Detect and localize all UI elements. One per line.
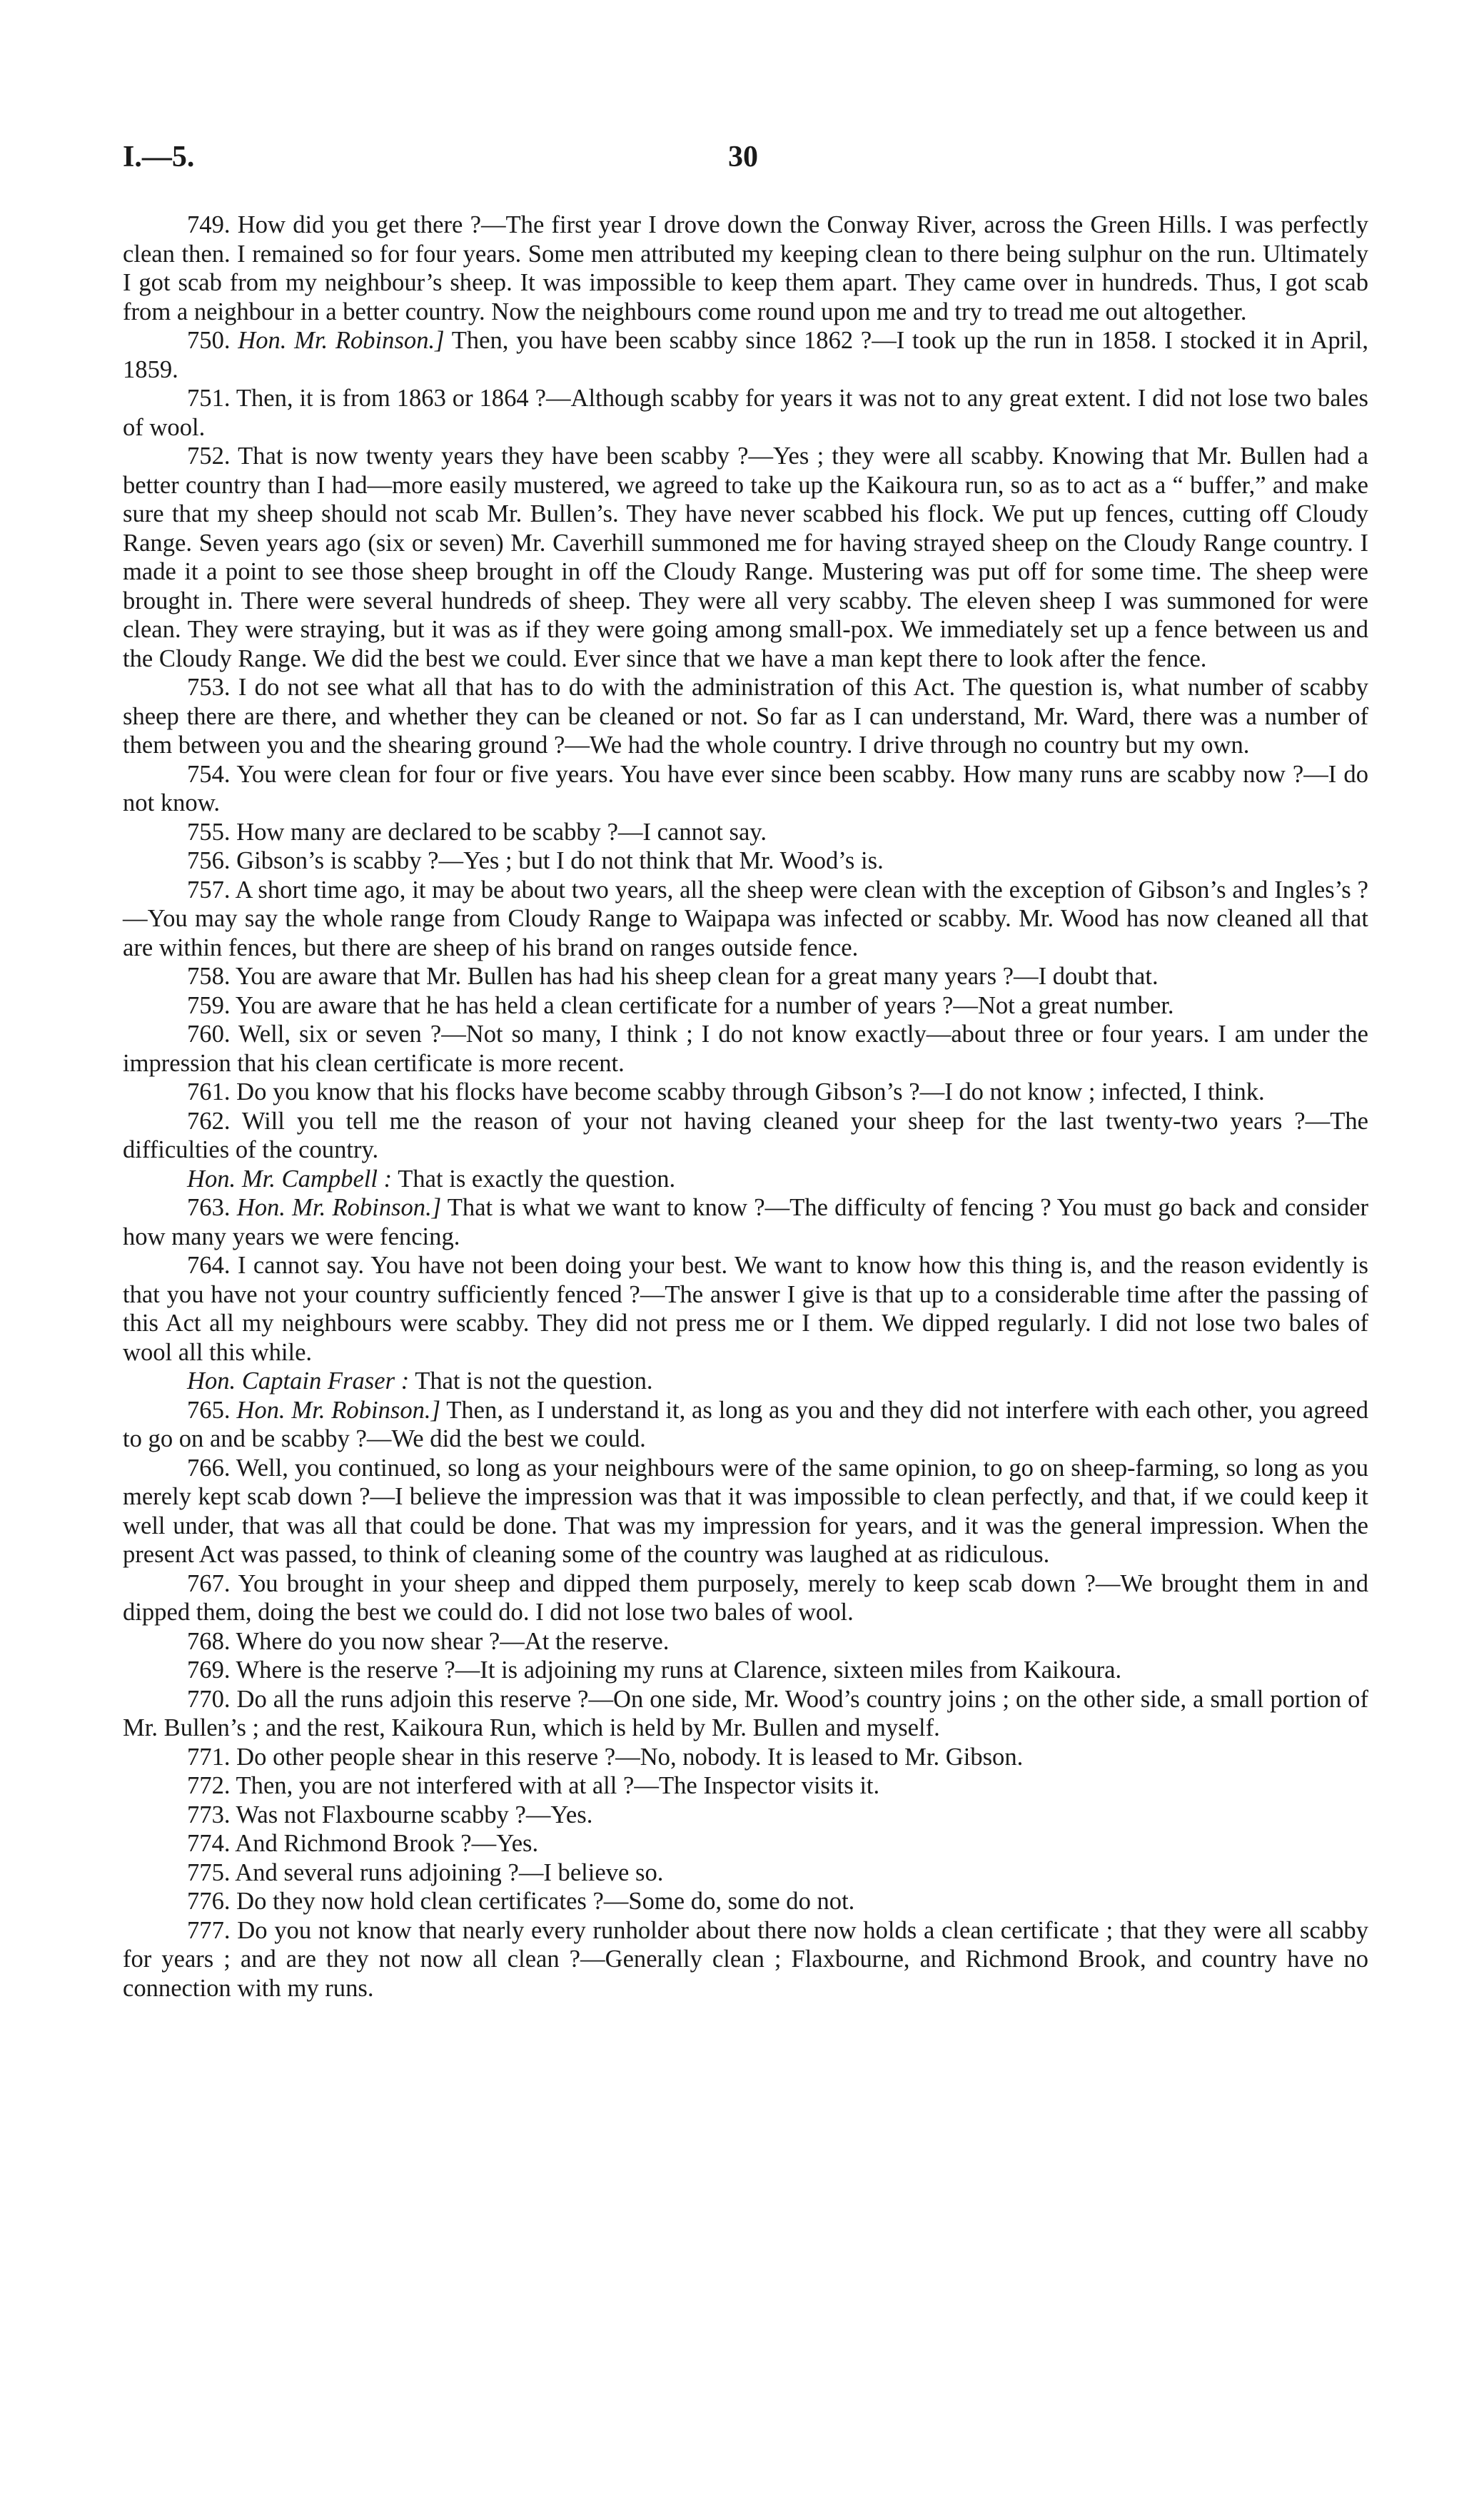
evidence-paragraph [123, 326, 1368, 384]
evidence-paragraph [123, 1771, 1368, 1801]
speaker-name: Hon. Captain Fraser : [187, 1367, 410, 1395]
evidence-paragraph [123, 211, 1368, 326]
evidence-body [123, 211, 1368, 2003]
question-number: 759. [187, 991, 231, 1019]
question-number: 772. [187, 1772, 231, 1799]
question-number: 767. [187, 1569, 231, 1597]
question-number: 766. [187, 1454, 231, 1482]
evidence-paragraph [123, 1251, 1368, 1367]
paragraph-text: You are aware that Mr. Bullen has had his sheep clean for a great many years ?—I doubt that. [235, 963, 1159, 990]
question-number: 762. [187, 1107, 231, 1135]
question-number: 765. [187, 1396, 231, 1424]
evidence-paragraph [123, 760, 1368, 818]
evidence-paragraph [123, 1627, 1368, 1656]
question-number: 768. [187, 1627, 231, 1655]
page-header [123, 140, 1372, 183]
question-number: 750. [187, 327, 231, 354]
evidence-paragraph [123, 1916, 1368, 2003]
question-number: 771. [187, 1743, 231, 1771]
evidence-paragraph [123, 1656, 1368, 1685]
question-number: 764. [187, 1252, 231, 1279]
question-number: 752. [187, 442, 231, 470]
evidence-paragraph [123, 1887, 1368, 1916]
document-reference: I.—5. [123, 141, 195, 173]
question-number: 760. [187, 1021, 231, 1048]
evidence-paragraph [123, 1020, 1368, 1078]
paragraph-text: Was not Flaxbourne scabby ?—Yes. [236, 1801, 593, 1828]
paragraph-text: That is now twenty years they have been scabby ?—Yes ; they were all scabby. Knowing that Mr. Bullen had a better country than I had—more easily mustered, we agreed to take up the Kaikoura run, so as to act as a “ buffer,” and make sure that my sheep should not scab Mr. Bullen’s. They have never scabbed his flock. We put up fences, cutting off Cloudy Range. Seven years ago (six or seven) Mr. Caverhill summoned me for having strayed sheep on the Cloudy Range country. I made it a point to see those sheep brought in off the Cloudy Range. Mustering was put off for some time. The sheep were brought in. There were several hundreds of sheep. They were all very scabby. The eleven sheep I was summoned for were clean. They were straying, but it was as if they were going among small-pox. We immediately set up a fence between us and the Cloudy Range. We did the best we could. Ever since that we have a man kept there to look after the fence. [123, 442, 1368, 672]
evidence-paragraph [123, 1829, 1368, 1858]
evidence-paragraph [123, 1165, 1368, 1194]
paragraph-text: You were clean for four or five years. You have ever since been scabby. How many runs are scabby now ?—I do not know. [123, 760, 1368, 816]
evidence-paragraph [123, 1685, 1368, 1743]
paragraph-text: That is what we want to know ?—The difficulty of fencing ? You must go back and consider how many years we were fencing. [123, 1194, 1368, 1250]
evidence-paragraph [123, 673, 1368, 760]
paragraph-text: And Richmond Brook ?—Yes. [235, 1830, 539, 1857]
evidence-paragraph [123, 876, 1368, 963]
evidence-paragraph [123, 818, 1368, 847]
evidence-paragraph [123, 846, 1368, 876]
evidence-paragraph [123, 1107, 1368, 1165]
paragraph-text: Where is the reserve ?—It is adjoining my runs at Clarence, sixteen miles from Kaikoura. [236, 1656, 1122, 1684]
evidence-paragraph [123, 1078, 1368, 1107]
evidence-paragraph [123, 1454, 1368, 1569]
paragraph-text: Will you tell me the reason of your not having cleaned your sheep for the last twenty-two years ?—The difficulties of the country. [123, 1107, 1368, 1163]
paragraph-text: Well, you continued, so long as your neighbours were of the same opinion, to go on sheep-farming, so long as you merely kept scab down ?—I believe the impression was that it was impossible to clean perfectly, and that, if we could keep it well under, that was all that could be done. That was my impression for years, and it was the general impression. When the present Act was passed, to think of cleaning some of the country was laughed at as ridiculous. [123, 1454, 1368, 1568]
paragraph-text: Then, as I understand it, as long as you and they did not interfere with each other, you agreed to go on and be scabby ?—We did the best we could. [123, 1396, 1368, 1452]
paragraph-text: Do you not know that nearly every runholder about there now holds a clean certificate ; that they were all scabby for years ; and are they not now all clean ?—Generally clean ; Flaxbourne, and Richmond Brook, and country have no connection with my runs. [123, 1916, 1368, 2002]
question-number: 774. [187, 1830, 231, 1857]
paragraph-text: Do they now hold clean certificates ?—Some do, some do not. [236, 1888, 855, 1915]
question-number: 776. [187, 1888, 231, 1915]
speaker-name: Hon. Mr. Campbell : [187, 1165, 393, 1193]
paragraph-text: Then, you have been scabby since 1862 ?—I took up the run in 1858. I stocked it in April, 1859. [123, 327, 1368, 383]
paragraph-text: That is exactly the question. [398, 1165, 676, 1193]
evidence-paragraph [123, 1396, 1368, 1454]
evidence-paragraph [123, 1569, 1368, 1627]
question-number: 753. [187, 674, 231, 701]
paragraph-text: A short time ago, it may be about two years, all the sheep were clean with the exception of Gibson’s and Ingles’s ?—You may say the whole range from Cloudy Range to Waipapa was infected or scabby. Mr. Wood has now cleaned all that are within fences, but there are sheep of his brand on ranges outside fence. [123, 876, 1368, 961]
evidence-paragraph [123, 384, 1368, 442]
paragraph-text: How many are declared to be scabby ?—I cannot say. [236, 818, 767, 846]
paragraph-text: How did you get there ?—The first year I drove down the Conway River, across the Green Hills. I was perfectly clean then. I remained so for four years. Some men attributed my keeping clean to there being sulphur on the run. Ultimately I got scab from my neighbour’s sheep. It was impossible to keep them apart. They came over in hundreds. Thus, I got scab from a neighbour in a better country. Now the neighbours come round upon me and try to tread me out altogether. [123, 211, 1368, 325]
speaker-name: Hon. Mr. Robinson.] [238, 327, 445, 354]
evidence-paragraph [123, 962, 1368, 991]
question-number: 775. [187, 1858, 231, 1886]
paragraph-text: Well, six or seven ?—Not so many, I think ; I do not know exactly—about three or four years. I am under the impression that his clean certificate is more recent. [123, 1021, 1368, 1077]
evidence-paragraph [123, 1367, 1368, 1396]
evidence-paragraph [123, 1858, 1368, 1888]
question-number: 763. [187, 1194, 231, 1221]
paragraph-text: Do other people shear in this reserve ?—No, nobody. It is leased to Mr. Gibson. [236, 1743, 1024, 1771]
evidence-paragraph [123, 442, 1368, 673]
paragraph-text: Do all the runs adjoin this reserve ?—On one side, Mr. Wood’s country joins ; on the other side, a small portion of Mr. Bullen’s ; and the rest, Kaikoura Run, which is held by Mr. Bullen and myself. [123, 1685, 1368, 1741]
speaker-name: Hon. Mr. Robinson.] [236, 1396, 441, 1424]
paragraph-text: Then, you are not interfered with at all ?—The Inspector visits it. [236, 1772, 880, 1799]
question-number: 758. [187, 963, 231, 990]
question-number: 773. [187, 1801, 231, 1828]
evidence-paragraph [123, 1801, 1368, 1830]
paragraph-text: And several runs adjoining ?—I believe so. [235, 1858, 664, 1886]
paragraph-text: You are aware that he has held a clean certificate for a number of years ?—Not a great number. [235, 991, 1174, 1019]
question-number: 751. [187, 385, 231, 412]
paragraph-text: I cannot say. You have not been doing your best. We want to know how this thing is, and the reason evidently is that you have not your country sufficiently fenced ?—The answer I give is that up to a considerable time after the passing of this Act all my neighbours were scabby. They did not press me or I them. We dipped regularly. I did not lose two bales of wool all this while. [123, 1252, 1368, 1366]
question-number: 755. [187, 818, 231, 846]
question-number: 777. [187, 1916, 231, 1944]
paragraph-text: I do not see what all that has to do with the administration of this Act. The question is, what number of scabby sheep there are there, and whether they can be cleaned or not. So far as I can understand, Mr. Ward, there was a number of them between you and the shearing ground ?—We had the whole country. I drive through no country but my own. [123, 674, 1368, 759]
paragraph-text: Gibson’s is scabby ?—Yes ; but I do not think that Mr. Wood’s is. [236, 847, 884, 874]
question-number: 757. [187, 876, 231, 904]
question-number: 749. [187, 211, 231, 238]
evidence-paragraph [123, 1193, 1368, 1251]
question-number: 770. [187, 1685, 231, 1713]
evidence-paragraph [123, 991, 1368, 1021]
paragraph-text: Where do you now shear ?—At the reserve. [236, 1627, 670, 1655]
paragraph-text: Do you know that his flocks have become scabby through Gibson’s ?—I do not know ; infected, I think. [236, 1078, 1265, 1105]
speaker-name: Hon. Mr. Robinson.] [236, 1194, 442, 1221]
question-number: 769. [187, 1656, 231, 1684]
question-number: 754. [187, 760, 231, 788]
question-number: 756. [187, 847, 231, 874]
paragraph-text: Then, it is from 1863 or 1864 ?—Although scabby for years it was not to any great extent. I did not lose two bales of wool. [123, 385, 1368, 441]
page-number: 30 [728, 141, 758, 173]
paragraph-text: That is not the question. [415, 1367, 653, 1395]
paragraph-text: You brought in your sheep and dipped them purposely, merely to keep scab down ?—We brought them in and dipped them, doing the best we could do. I did not lose two bales of wool. [123, 1569, 1368, 1626]
question-number: 761. [187, 1078, 231, 1105]
evidence-paragraph [123, 1743, 1368, 1772]
